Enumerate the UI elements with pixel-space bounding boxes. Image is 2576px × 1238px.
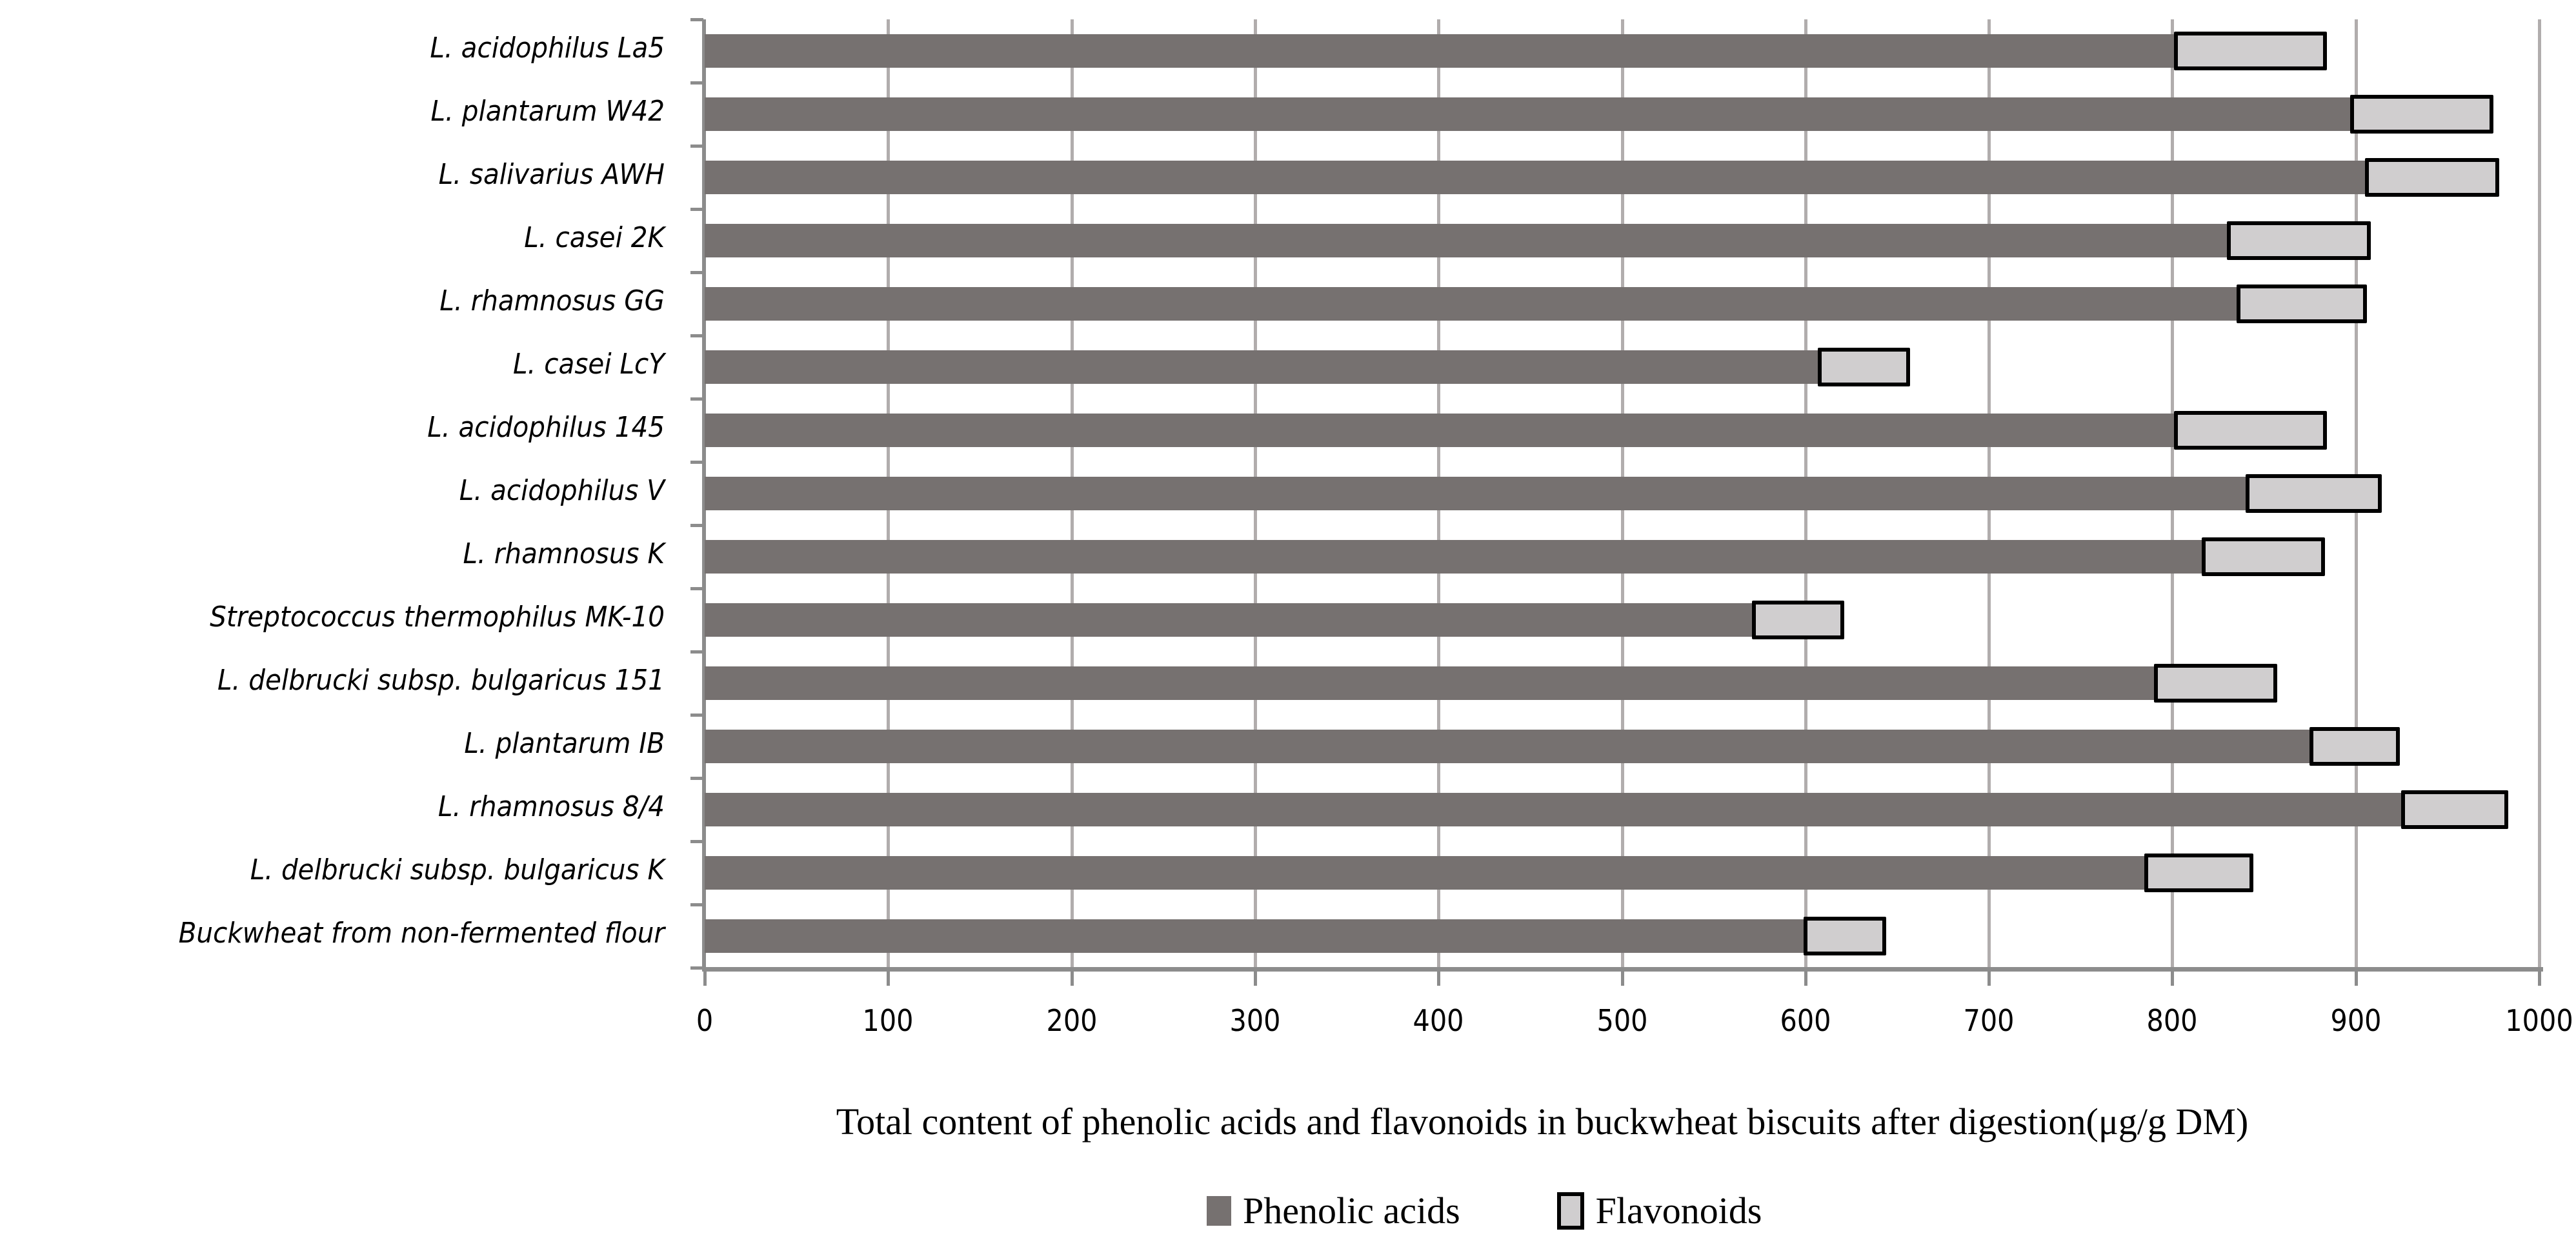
y-tick (690, 334, 703, 337)
category-label: L. acidophilus La5 (430, 32, 665, 65)
flavonoids-bar (2401, 790, 2508, 829)
legend-item-flavonoids (1557, 1189, 1762, 1232)
x-tick-label: 1000 (2505, 1003, 2573, 1038)
legend-item-phenolic (1207, 1189, 1460, 1232)
x-tick-label: 400 (1413, 1003, 1464, 1038)
category-label: L. salivarius AWH (438, 158, 665, 191)
phenolic-bar (705, 287, 2240, 321)
phenolic-bar (705, 414, 2178, 447)
y-tick (690, 650, 703, 654)
category-label: L. plantarum IB (464, 727, 665, 760)
category-label: Streptococcus thermophilus MK-10 (210, 601, 665, 634)
bar-row (705, 414, 2539, 447)
phenolic-bar (705, 161, 2369, 194)
flavonoids-bar (2309, 727, 2400, 766)
legend-label-phenolic: Phenolic acids (1243, 1190, 1460, 1232)
x-tick (2538, 968, 2541, 986)
x-tick (887, 968, 890, 986)
flavonoids-bar (2227, 221, 2370, 260)
bar-row (705, 730, 2539, 763)
bar-row (705, 603, 2539, 637)
bar-row (705, 161, 2539, 194)
category-label: Buckwheat from non-fermented flour (178, 917, 665, 950)
x-tick (1071, 968, 1074, 986)
flavonoids-bar (1752, 601, 1844, 639)
phenolic-bar (705, 34, 2178, 68)
bar-row (705, 856, 2539, 890)
x-tick (2355, 968, 2358, 986)
phenolic-bar (705, 540, 2206, 574)
y-tick (690, 271, 703, 274)
x-tick-label: 100 (862, 1003, 914, 1038)
y-tick (690, 145, 703, 148)
x-tick-label: 700 (1963, 1003, 2015, 1038)
phenolic-bar (705, 477, 2249, 510)
category-label: L. acidophilus 145 (427, 411, 665, 444)
x-tick (1437, 968, 1440, 986)
category-label: L. delbrucki subsp. bulgaricus K (250, 854, 665, 886)
bar-row (705, 540, 2539, 574)
bar-row (705, 666, 2539, 700)
x-tick-label: 900 (2330, 1003, 2382, 1038)
bar-row (705, 34, 2539, 68)
y-tick (690, 208, 703, 211)
x-axis-title: Total content of phenolic acids and flavonoids in buckwheat biscuits after digestion(μg/g DM) (836, 1101, 2249, 1143)
category-label: L. rhamnosus K (463, 537, 665, 570)
y-tick (690, 81, 703, 85)
x-tick (2171, 968, 2174, 986)
category-label: L. rhamnosus GG (439, 285, 665, 317)
category-label: L. acidophilus V (459, 474, 665, 507)
y-tick (690, 840, 703, 843)
phenolic-bar (705, 919, 1807, 953)
y-tick (690, 714, 703, 717)
phenolic-bar (705, 793, 2405, 826)
category-label: L. rhamnosus 8/4 (438, 790, 665, 823)
phenolic-bar (705, 350, 1822, 384)
y-tick (690, 18, 703, 21)
phenolic-bar (705, 224, 2231, 257)
bar-row (705, 224, 2539, 257)
x-tick-label: 600 (1780, 1003, 1831, 1038)
y-tick (690, 397, 703, 401)
y-tick (690, 966, 703, 970)
x-tick (1804, 968, 1807, 986)
phenolic-swatch-icon (1207, 1196, 1231, 1226)
x-tick-label: 800 (2146, 1003, 2198, 1038)
x-tick (1987, 968, 1991, 986)
category-label: L. casei LcY (512, 348, 665, 381)
category-label: L. delbrucki subsp. bulgaricus 151 (217, 664, 665, 697)
bar-row (705, 350, 2539, 384)
flavonoids-bar (2202, 537, 2325, 576)
plot-area (705, 19, 2539, 968)
y-tick (690, 524, 703, 527)
x-tick-label: 500 (1596, 1003, 1648, 1038)
x-tick (1254, 968, 1257, 986)
x-tick-label: 0 (696, 1003, 714, 1038)
flavonoids-bar (2350, 95, 2493, 134)
flavonoids-swatch-icon (1557, 1192, 1584, 1230)
y-tick (690, 777, 703, 780)
bar-row (705, 919, 2539, 953)
flavonoids-bar (2154, 664, 2277, 703)
bar-row (705, 477, 2539, 510)
category-label: L. plantarum W42 (430, 95, 665, 128)
flavonoids-bar (2365, 158, 2499, 197)
y-tick (690, 903, 703, 906)
x-tick (703, 968, 707, 986)
flavonoids-bar (2174, 32, 2327, 70)
legend-label-flavonoids: Flavonoids (1595, 1190, 1762, 1232)
flavonoids-bar (1818, 348, 1910, 386)
x-tick-label: 200 (1046, 1003, 1098, 1038)
phenolic-bar (705, 97, 2354, 131)
phenolic-bar (705, 666, 2158, 700)
phenolic-bar (705, 603, 1756, 637)
flavonoids-bar (2246, 474, 2382, 513)
legend (1207, 1189, 1858, 1232)
flavonoids-bar (2144, 854, 2253, 892)
bar-row (705, 793, 2539, 826)
flavonoids-bar (1804, 917, 1887, 955)
category-label: L. casei 2K (524, 221, 665, 254)
x-tick (1621, 968, 1624, 986)
y-tick (690, 461, 703, 464)
bar-row (705, 97, 2539, 131)
flavonoids-bar (2174, 411, 2327, 450)
flavonoids-bar (2237, 285, 2367, 323)
phenolic-bar (705, 730, 2313, 763)
y-tick (690, 587, 703, 590)
phenolic-bar (705, 856, 2148, 890)
bar-row (705, 287, 2539, 321)
x-tick-label: 300 (1229, 1003, 1281, 1038)
